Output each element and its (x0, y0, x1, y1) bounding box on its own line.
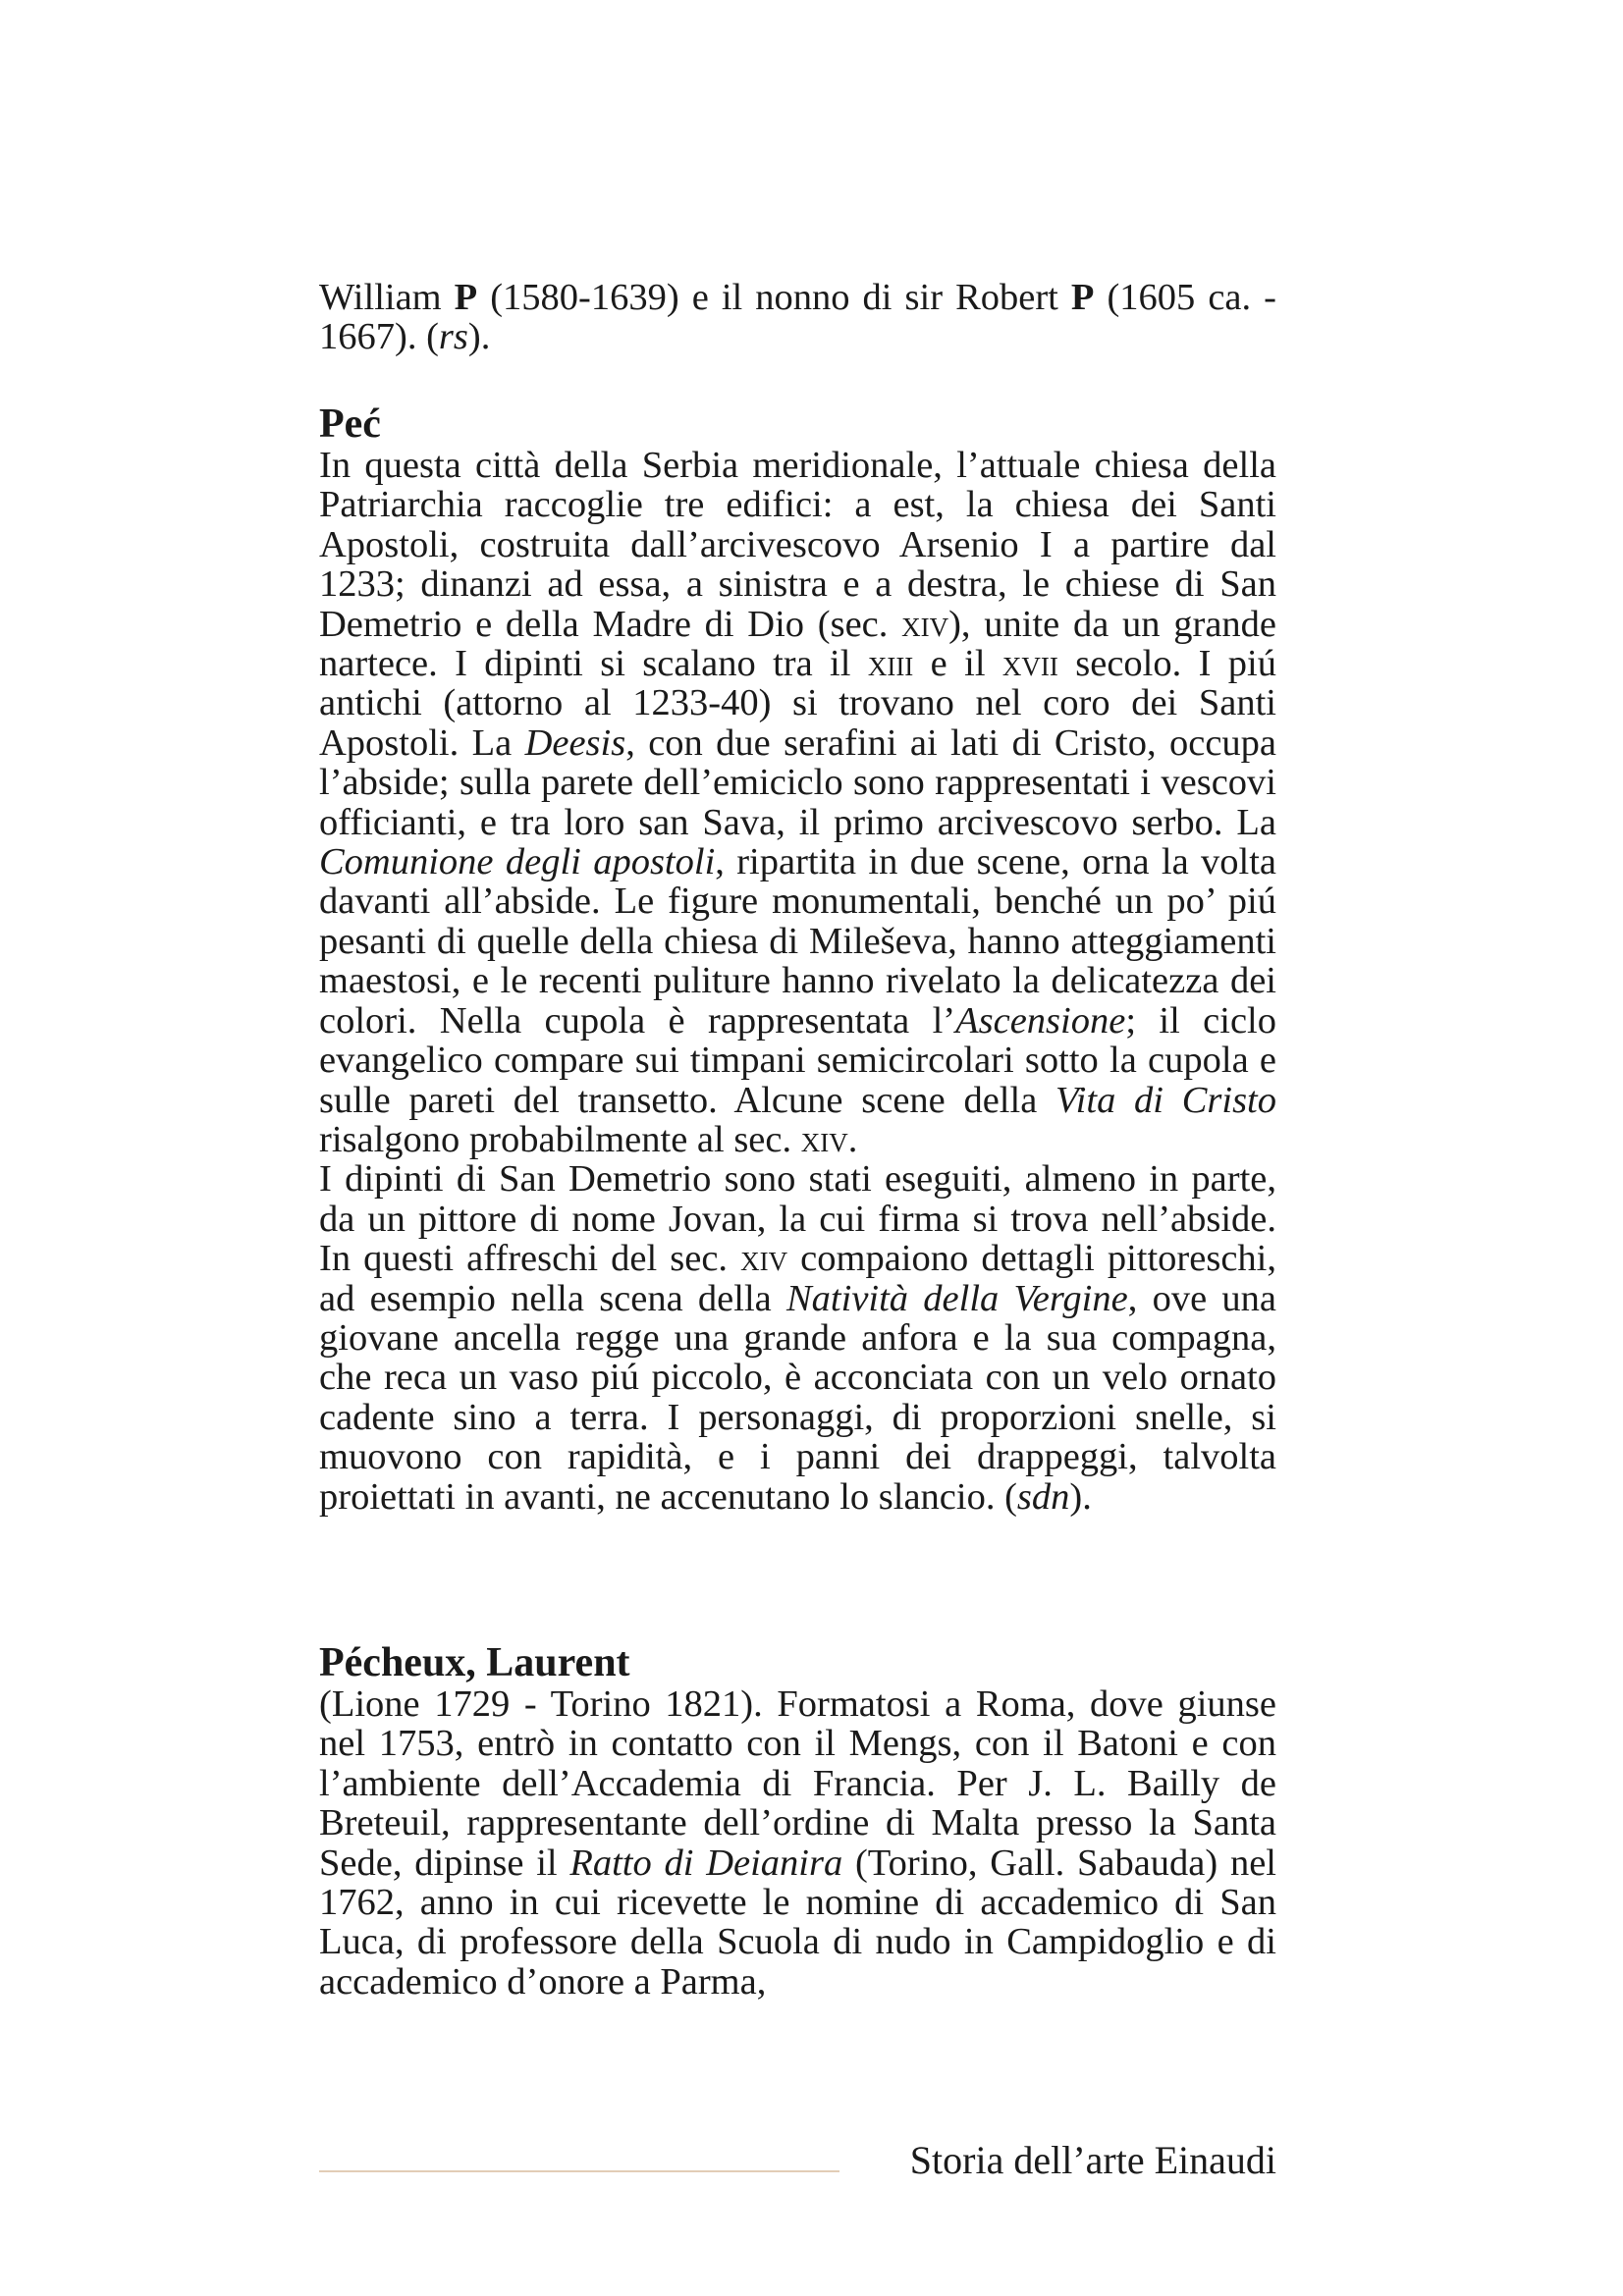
text-run: risalgono probabilmente al sec. (319, 1118, 801, 1160)
author-initials: sdn (1016, 1475, 1070, 1518)
artwork-title: Vita di Cristo (1055, 1079, 1276, 1121)
entry-title: Peć (319, 401, 381, 447)
text-run: (1580-1639) e il nonno di sir Robert (477, 277, 1071, 318)
entry-paragraph (319, 1684, 1276, 2002)
text-run: ). (1069, 1475, 1092, 1518)
text-run: secolo. I piú antichi (attorno al 1233-40) si trovano nel coro dei Santi Apostoli. La (319, 643, 1276, 764)
footer-title: Storia dell’arte Einaudi (909, 2138, 1276, 2182)
artwork-title: Ascensione (955, 999, 1126, 1041)
continued-entry (319, 278, 1276, 357)
text-run: (Lione 1729 - Torino 1821). Formatosi a Roma, dove giunse nel 1753, entrò in contatto con il Mengs, con il Batoni e con l’ambiente dell’Accademia di Francia. Per J. L. Bailly de Breteuil, rappresentante dell’ordine di Malta presso la Santa Sede, dipinse il (319, 1683, 1276, 1884)
abbrev-bold: P (454, 277, 478, 318)
author-initials: rs (438, 316, 468, 358)
century-numeral: xiv (800, 1118, 848, 1160)
century-numeral: xvii (1001, 643, 1058, 685)
entry-paragraph (319, 1159, 1276, 1517)
entry-paragraph (319, 446, 1276, 1159)
text-run: , con due serafini ai lati di Cristo, occupa l’abside; sulla parete dell’emiciclo sono rappresentati i vescovi officianti, e tra loro san Sava, il primo arcivescovo serbo. La (319, 721, 1277, 843)
text-run: ), unite da un grande nartece. I dipinti si scalano tra il (319, 603, 1276, 685)
text-run: I dipinti di San Demetrio sono stati eseguiti, almeno in parte, da un pittore di nome Jovan, la cui firma si trova nell’abside. In questi affreschi del sec. (319, 1158, 1276, 1280)
continued-paragraph (319, 278, 1276, 357)
century-numeral: xiv (901, 603, 949, 645)
text-run: ). (467, 316, 491, 358)
text-run: , ripartita in due scene, orna la volta davanti all’abside. Le figure monumentali, benché un po’ piú pesanti di quelle della chiesa di Mileševa, hanno atteggiamenti maestosi, e le recenti puliture hanno rivelato la delicatezza dei colori. Nella cupola è rappresentata l’ (319, 841, 1276, 1041)
text-run: William (319, 277, 455, 318)
footer-rule (319, 2170, 839, 2172)
page-footer (319, 2138, 1276, 2183)
entry-pec (319, 402, 1276, 1517)
artwork-title: Deesis (524, 721, 626, 764)
text-run: . (847, 1118, 858, 1160)
century-numeral: xiv (740, 1238, 788, 1280)
century-numeral: xiii (867, 643, 914, 685)
text-run: e il (913, 643, 1002, 685)
text-run: ; il ciclo evangelico compare sui timpani semicircolari sotto la cupola e sulle pareti del transetto. Alcune scene della (319, 999, 1276, 1121)
text-run: , ove una giovane ancella regge una grande anfora e la sua compagna, che reca un vaso piú piccolo, è acconciata con un velo ornato cadente sino a terra. I personaggi, di proporzioni snelle, si muovono con rapidità, e i panni dei drappeggi, talvolta proiettati in avanti, ne accenutano lo slancio. ( (319, 1277, 1276, 1518)
text-run: (Torino, Gall. Sabauda) nel 1762, anno in cui ricevette le nomine di accademico di San Luca, di professore della Scuola di nudo in Campidoglio e di accademico d’onore a Parma, (319, 1842, 1276, 2002)
text-run: (1605 ca. - 1667). ( (319, 277, 1276, 358)
text-run: In questa città della Serbia meridionale, l’attuale chiesa della Patriarchia raccoglie tre edifici: a est, la chiesa dei Santi Apostoli, costruita dall’arcivescovo Arsenio I a partire dal 1233; dinanzi ad essa, a sinistra e a destra, le chiese di San Demetrio e della Madre di Dio (sec. (319, 445, 1276, 645)
artwork-title: Natività della Vergine (786, 1277, 1128, 1319)
entry-pecheux (319, 1641, 1276, 2002)
abbrev-bold: P (1070, 277, 1095, 318)
entry-title: Pécheux, Laurent (319, 1640, 630, 1685)
artwork-title: Comunione degli apostoli (319, 841, 716, 883)
text-run: compaiono dettagli pittoreschi, ad esempio nella scena della (319, 1238, 1276, 1319)
artwork-title: Ratto di Deianira (569, 1842, 843, 1884)
